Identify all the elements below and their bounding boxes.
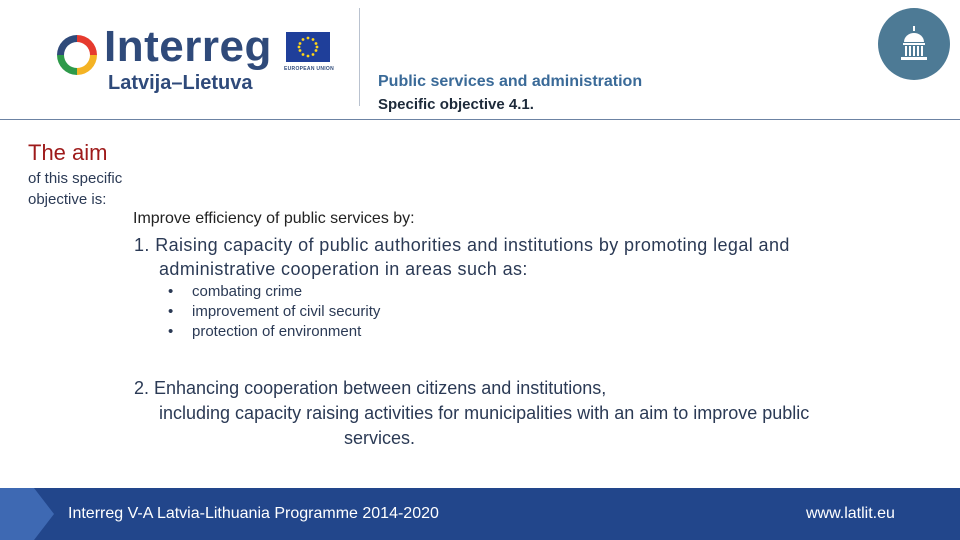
header-subtitle: Specific objective 4.1. <box>378 96 534 113</box>
footer-bar <box>0 488 960 540</box>
aim-title: The aim <box>28 140 108 165</box>
header-divider <box>359 8 360 106</box>
eu-label: EUROPEAN UNION <box>284 66 335 72</box>
footer-chevron-icon <box>0 488 60 540</box>
interreg-logo <box>52 22 342 108</box>
objective-item-1 <box>134 233 894 281</box>
objective-item-2-line2: including capacity raising activities for municipalities with an aim to improve public <box>159 403 810 423</box>
objective-item-1-line1: 1. Raising capacity of public authorities and institutions by promoting legal and <box>134 235 790 255</box>
header-rule <box>0 119 960 120</box>
footer-website-link[interactable]: www.latlit.eu <box>806 505 895 522</box>
list-item: • protection of environment <box>168 323 362 340</box>
footer-programme: Interreg V-A Latvia-Lithuania Programme 2014-2020 <box>68 505 439 522</box>
objective-lead: Improve efficiency of public services by: <box>133 210 415 227</box>
list-item: • combating crime <box>168 283 303 300</box>
list-item: • improvement of civil security <box>168 303 381 320</box>
eu-flag-icon <box>286 32 330 62</box>
objective-item-2-line3: services. <box>344 428 416 448</box>
logo-subtitle: Latvija–Lietuva <box>108 72 253 94</box>
bullet-list <box>168 282 380 342</box>
header-title: Public services and administration <box>378 73 643 90</box>
interreg-swirl-icon <box>52 30 102 80</box>
objective-item-2 <box>134 376 914 451</box>
corner-badge <box>878 8 950 80</box>
aim-subtitle: of this specific objective is: <box>28 170 123 208</box>
objective-item-1-line2: administrative cooperation in areas such as: <box>159 259 528 279</box>
logo-wordmark: Interreg <box>104 22 272 71</box>
objective-item-2-line1: 2. Enhancing cooperation between citizens and institutions, <box>134 378 607 398</box>
building-dome-icon <box>894 24 934 64</box>
